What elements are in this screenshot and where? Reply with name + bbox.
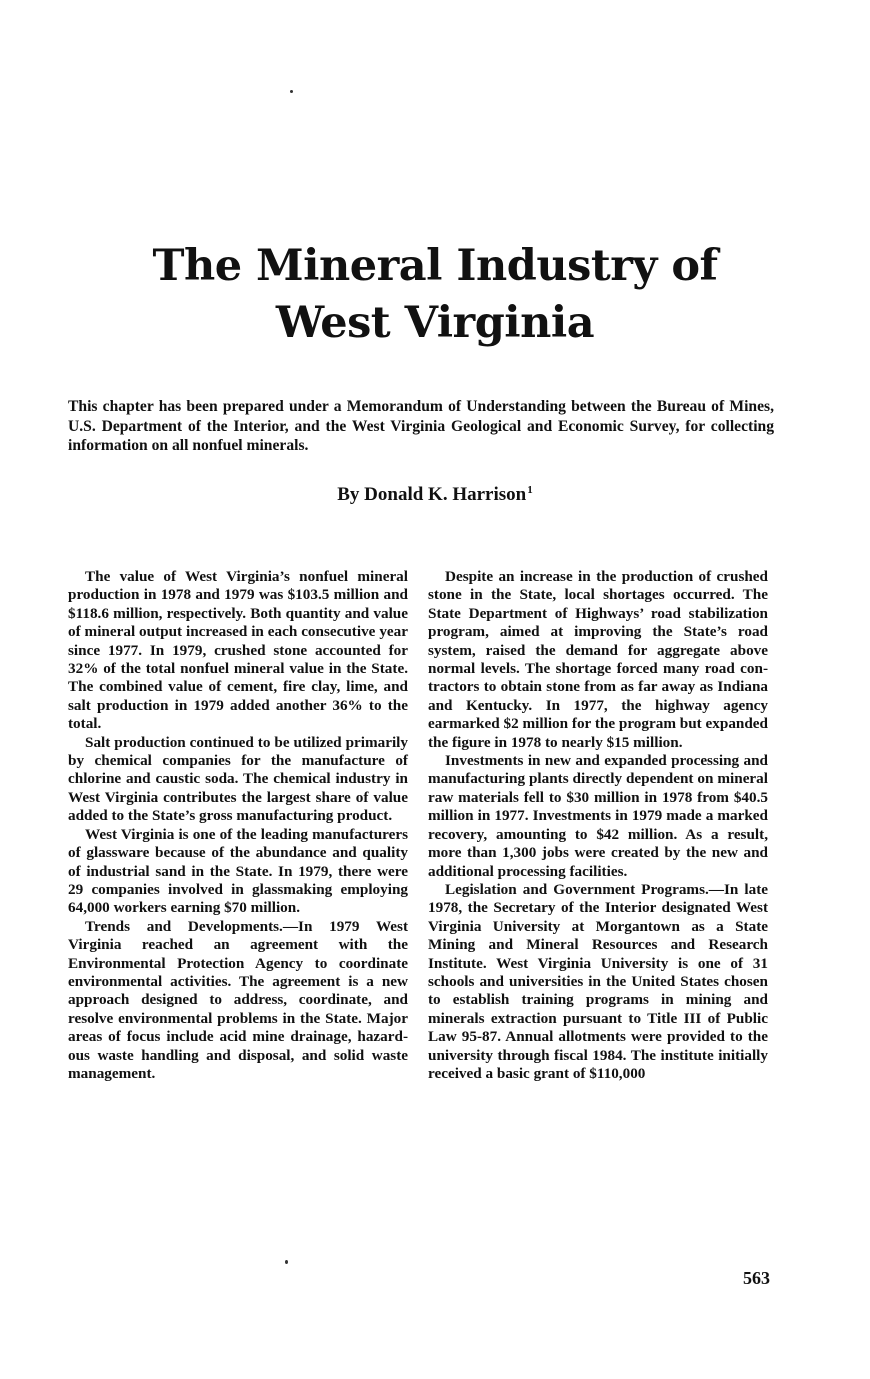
section-heading-trends: Trends and Developments. — [85, 917, 283, 935]
paragraph — [428, 881, 768, 1083]
chapter-title — [80, 238, 790, 352]
author-byline — [0, 484, 870, 506]
paragraph: West Virginia is one of the leading manufacturers of glassware because of the abundance and quality of industrial sand in the State. In 1979, there were 29 companies involved in glassmaking employing 64,000 workers earning $70 million. — [68, 825, 408, 917]
page-number: 563 — [743, 1268, 770, 1288]
paragraph — [68, 918, 408, 1084]
chapter-title-line-1: The Mineral Industry of — [152, 241, 718, 291]
footnote-marker: 1 — [527, 484, 533, 496]
paragraph: The value of West Virginia’s nonfuel mineral production in 1978 and 1979 was $103.5 million and $118.6 million, respectively. Both quantity and value of mineral output increased in each consecutive year since 1977. In 1979, crushed stone accounted for 32% of the total nonfuel mineral value in the State. The combined value of cement, fire clay, lime, and salt production in 1979 added another 36% to the total. — [68, 568, 408, 733]
paragraph: Salt production continued to be utilized primarily by chemical companies for the manufacture of chlorine and caustic soda. The chemical industry in West Virginia contributes the largest share of value added to the State’s gross manufacturing product. — [68, 733, 408, 825]
paragraph: Investments in new and expanded processing and manufacturing plants directly dependent on mineral raw materials fell to $30 million in 1978 from $40.5 million in 1977. Investments in 1979 made a marked recovery, amounting to $42 million. As a result, more than 1,300 jobs were created by the new and additional processing facilities. — [428, 752, 768, 880]
scan-speck — [290, 90, 293, 93]
paragraph-body: —In 1979 West Virginia reached an agreement with the Environmental Protection Agency to coordinate environmental activities. The agreement is a new approach designed to address, coordinate, and resolve environmental problems in the State. Major areas of focus include acid mine drainage, hazardous waste handling and disposal, and solid waste management. — [68, 917, 408, 1082]
paragraph-body: —In late 1978, the Secretary of the Interior designated West Virginia University at Morgantown as a State Mining and Mineral Resources and Research Institute. West Virginia University is one of 31 schools and universities in the United States chosen to establish training programs in mining and minerals extraction pursuant to Title III of Public Law 95-87. Annual allotments were provided to the university through fiscal 1984. The institute initially received a basic grant of $110,000 — [428, 880, 768, 1082]
preface-note: This chapter has been prepared under a Memorandum of Understanding between the Bureau of Mines, U.S. Department of the Interior, and the West Virginia Geological and Economic Survey, for collecting information on all nonfuel minerals. — [68, 398, 774, 454]
left-column — [68, 568, 408, 1083]
scan-speck — [285, 1260, 288, 1264]
right-column — [428, 568, 768, 1083]
chapter-title-line-2: West Virginia — [275, 298, 595, 348]
author-name: By Donald K. Harrison — [337, 484, 527, 505]
paragraph: Despite an increase in the production of crushed stone in the State, local shortages occurred. The State Department of Highways’ road stabilization program, aimed at improving the State’s road system, raised the demand for aggregate above normal levels. The shortage forced many road contractors to obtain stone from as far away as Indiana and Kentucky. In 1977, the highway agency earmarked $2 million for the program but expanded the figure in 1978 to nearly $15 million. — [428, 568, 768, 751]
section-heading-legislation: Legislation and Government Programs. — [445, 880, 709, 898]
